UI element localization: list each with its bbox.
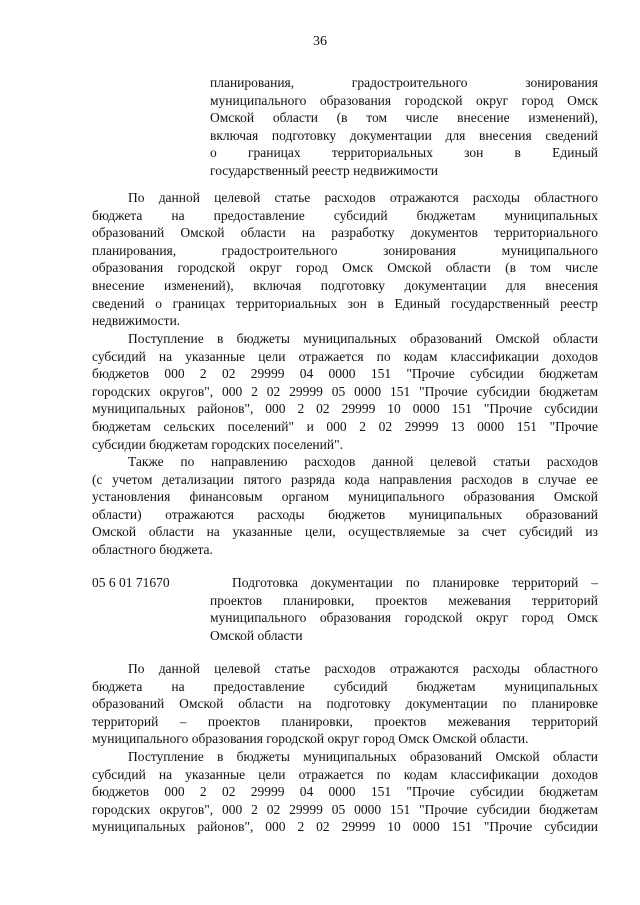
paragraph-line: области) отражаются расходы бюджетов муниципальных образований [92, 506, 598, 522]
paragraph-expenses-2 [92, 660, 598, 748]
paragraph-revenue-2 [92, 748, 598, 836]
paragraph-expenses-1 [92, 189, 598, 330]
code-description-line: проектов планировки, проектов межевания территорий [210, 592, 598, 608]
paragraph-line: Поступление в бюджеты муниципальных образований Омской области [128, 331, 598, 346]
paragraph-line: муниципального образования городской округ город Омск Омской области. [92, 731, 529, 747]
code-description-line: Омской области [210, 627, 303, 643]
heading-line: Омской области (в том числе внесение изменений), [210, 110, 598, 126]
paragraph-line: образований Омской области на разработку документов территориального [92, 225, 598, 241]
paragraph-direction-1 [92, 453, 598, 559]
heading-line: планирования, градостроительного зонирования [210, 75, 598, 90]
heading-line: включая подготовку документации для внесения сведений [210, 127, 598, 143]
paragraph-line: Также по направлению расходов данной целевой статьи расходов [128, 454, 598, 469]
paragraph-line: бюджетов 000 2 02 29999 04 0000 151 "Прочие субсидии бюджетам [92, 784, 598, 800]
paragraph-line: субсидии бюджетам городских поселений". [92, 436, 343, 452]
paragraph-line: территорий – проектов планировки, проектов межевания территорий [92, 713, 598, 729]
paragraph-line: образования городской округ город Омск Омской области (в том числе [92, 260, 598, 276]
paragraph-line: Поступление в бюджеты муниципальных образований Омской области [128, 749, 598, 764]
paragraph-line: муниципальных районов", 000 2 02 29999 10 0000 151 "Прочие субсидии [92, 401, 598, 417]
paragraph-line: муниципальных районов", 000 2 02 29999 10 0000 151 "Прочие субсидии [92, 819, 598, 835]
budget-code-description [210, 574, 598, 644]
heading-line: муниципального образования городской округ город Омск [210, 92, 598, 108]
heading-continuation [210, 74, 598, 180]
paragraph-line: установления финансовым органом муниципального образования Омской [92, 489, 598, 505]
heading-line: о границах территориальных зон в Единый [210, 145, 598, 161]
paragraph-line: Омской области на указанные цели, осуществляемые за счет субсидий из [92, 524, 598, 540]
paragraph-line: По данной целевой статье расходов отражаются расходы областного [128, 190, 598, 205]
paragraph-line: бюджетов 000 2 02 29999 04 0000 151 "Прочие субсидии бюджетам [92, 366, 598, 382]
paragraph-line: сведений о границах территориальных зон в Единый государственный реестр [92, 295, 598, 311]
heading-line: государственный реестр недвижимости [210, 162, 438, 178]
paragraph-revenue-1 [92, 330, 598, 453]
code-description-line: Подготовка документации по планировке территорий – [232, 575, 598, 590]
paragraph-line: образований Омской области на подготовку документации по планировке [92, 696, 598, 712]
page-number: 36 [313, 34, 327, 49]
paragraph-line: планирования, градостроительного зонирования муниципального [92, 242, 598, 258]
paragraph-line: бюджетам сельских поселений" и 000 2 02 29999 13 0000 151 "Прочие [92, 418, 598, 434]
paragraph-line: городских округов", 000 2 02 29999 05 0000 151 "Прочие субсидии бюджетам [92, 383, 598, 399]
paragraph-line: субсидий на указанные цели отражается по кодам классификации доходов [92, 348, 598, 364]
paragraph-line: городских округов", 000 2 02 29999 05 0000 151 "Прочие субсидии бюджетам [92, 801, 598, 817]
paragraph-line: субсидий на указанные цели отражается по кодам классификации доходов [92, 766, 598, 782]
paragraph-line: внесение изменений), включая подготовку документации для внесения [92, 277, 598, 293]
budget-code: 05 6 01 71670 [92, 575, 170, 590]
paragraph-line: областного бюджета. [92, 541, 213, 557]
paragraph-line: По данной целевой статье расходов отражаются расходы областного [128, 661, 598, 676]
paragraph-line: (с учетом детализации пятого разряда кода направления расходов в случае ее [92, 471, 598, 487]
paragraph-line: бюджета на предоставление субсидий бюджетам муниципальных [92, 207, 598, 223]
paragraph-line: недвижимости. [92, 313, 181, 329]
paragraph-line: бюджета на предоставление субсидий бюджетам муниципальных [92, 678, 598, 694]
code-description-line: муниципального образования городской округ город Омск [210, 610, 598, 626]
